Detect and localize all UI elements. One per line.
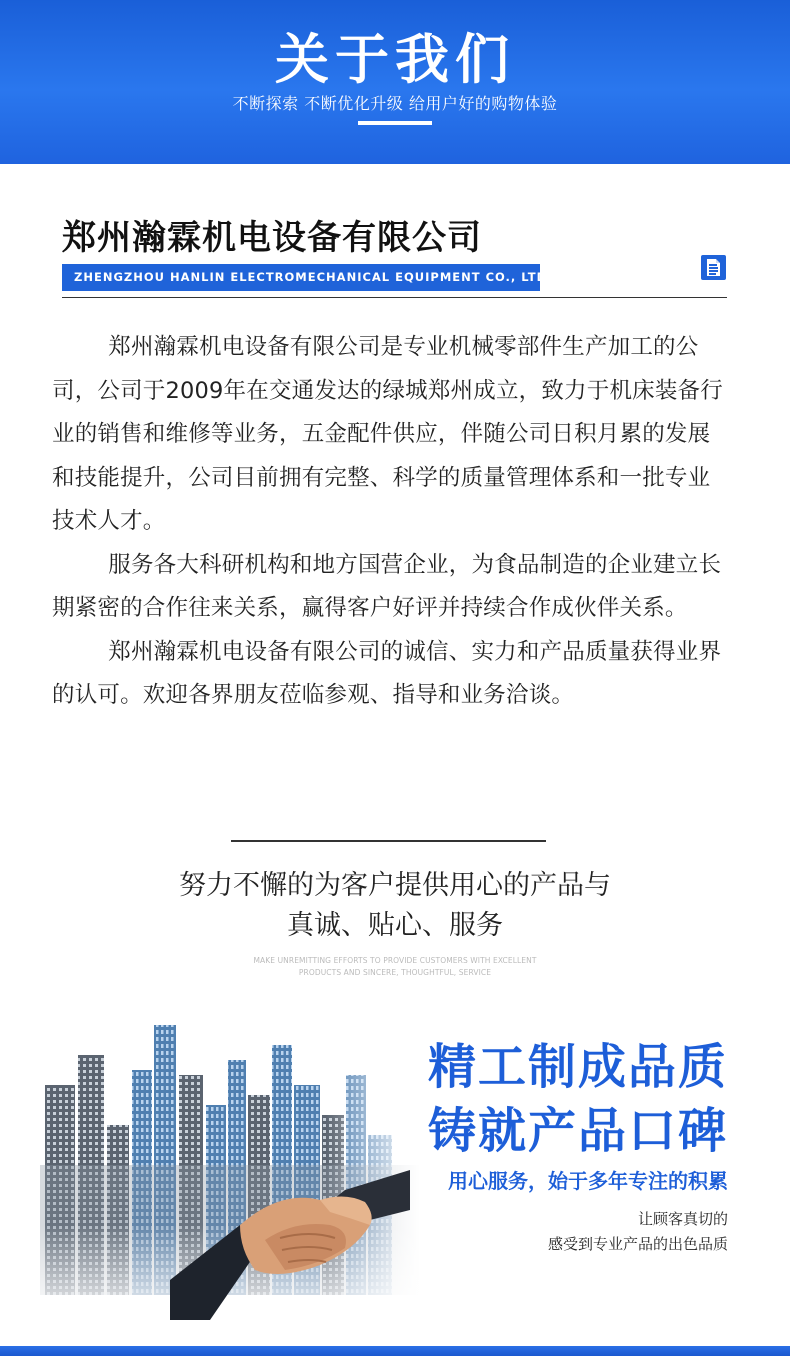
slogan-line: 努力不懈的为客户提供用心的产品与: [179, 870, 611, 901]
divider: [62, 297, 727, 298]
slogan-english-line: PRODUCTS AND SINCERE, THOUGHTFUL, SERVICE: [298, 968, 492, 977]
intro-paragraph: 郑州瀚霖机电设备有限公司的诚信、实力和产品质量获得业界的认可。欢迎各界朋友莅临参观、指导和业务洽谈。: [52, 638, 722, 708]
bottom-bar: [0, 1346, 790, 1356]
banner-note: [548, 1207, 728, 1257]
about-us-banner: [0, 0, 790, 164]
banner-tagline: 用心服务，始于多年专注的积累: [448, 1169, 728, 1193]
company-name: 郑州瀚霖机电设备有限公司: [62, 218, 482, 258]
slogan-english-line: MAKE UNREMITTING EFFORTS TO PROVIDE CUSTOMERS WITH EXCELLENT: [253, 956, 537, 965]
slogan-line: 真诚、贴心、服务: [287, 910, 503, 941]
intro-paragraph: 郑州瀚霖机电设备有限公司是专业机械零部件生产加工的公司，公司于2009年在交通发达的绿城郑州成立，致力于机床装备行业的销售和维修等业务，五金配件供应，伴随公司日积月累的发展和技能提升，公司目前拥有完整、科学的质量管理体系和一批专业技术人才。: [52, 334, 723, 534]
page-title: 关于我们: [275, 28, 515, 91]
slogan: [95, 866, 695, 946]
slogan-english: [195, 955, 595, 979]
banner-note-line: 感受到专业产品的出色品质: [547, 1235, 728, 1253]
document-icon: [701, 255, 726, 280]
banner-headline: 铸就产品口碑: [427, 1103, 728, 1159]
intro-paragraph: 服务各大科研机构和地方国营企业，为食品制造的企业建立长期紧密的合作往来关系，赢得客户好评并持续合作成伙伴关系。: [52, 551, 722, 621]
banner-headline: 精工制成品质: [427, 1039, 728, 1095]
banner-note-line: 让顾客真切的: [637, 1210, 728, 1228]
company-intro: [52, 326, 732, 718]
handshake-image: [170, 1130, 410, 1320]
company-english-name: ZHENGZHOU HANLIN ELECTROMECHANICAL EQUIPMENT CO., LTD: [62, 264, 540, 291]
page-subtitle: 不断探索 不断优化升级 给用户好的购物体验: [232, 94, 558, 113]
divider: [231, 840, 546, 842]
title-underline: [358, 121, 432, 125]
